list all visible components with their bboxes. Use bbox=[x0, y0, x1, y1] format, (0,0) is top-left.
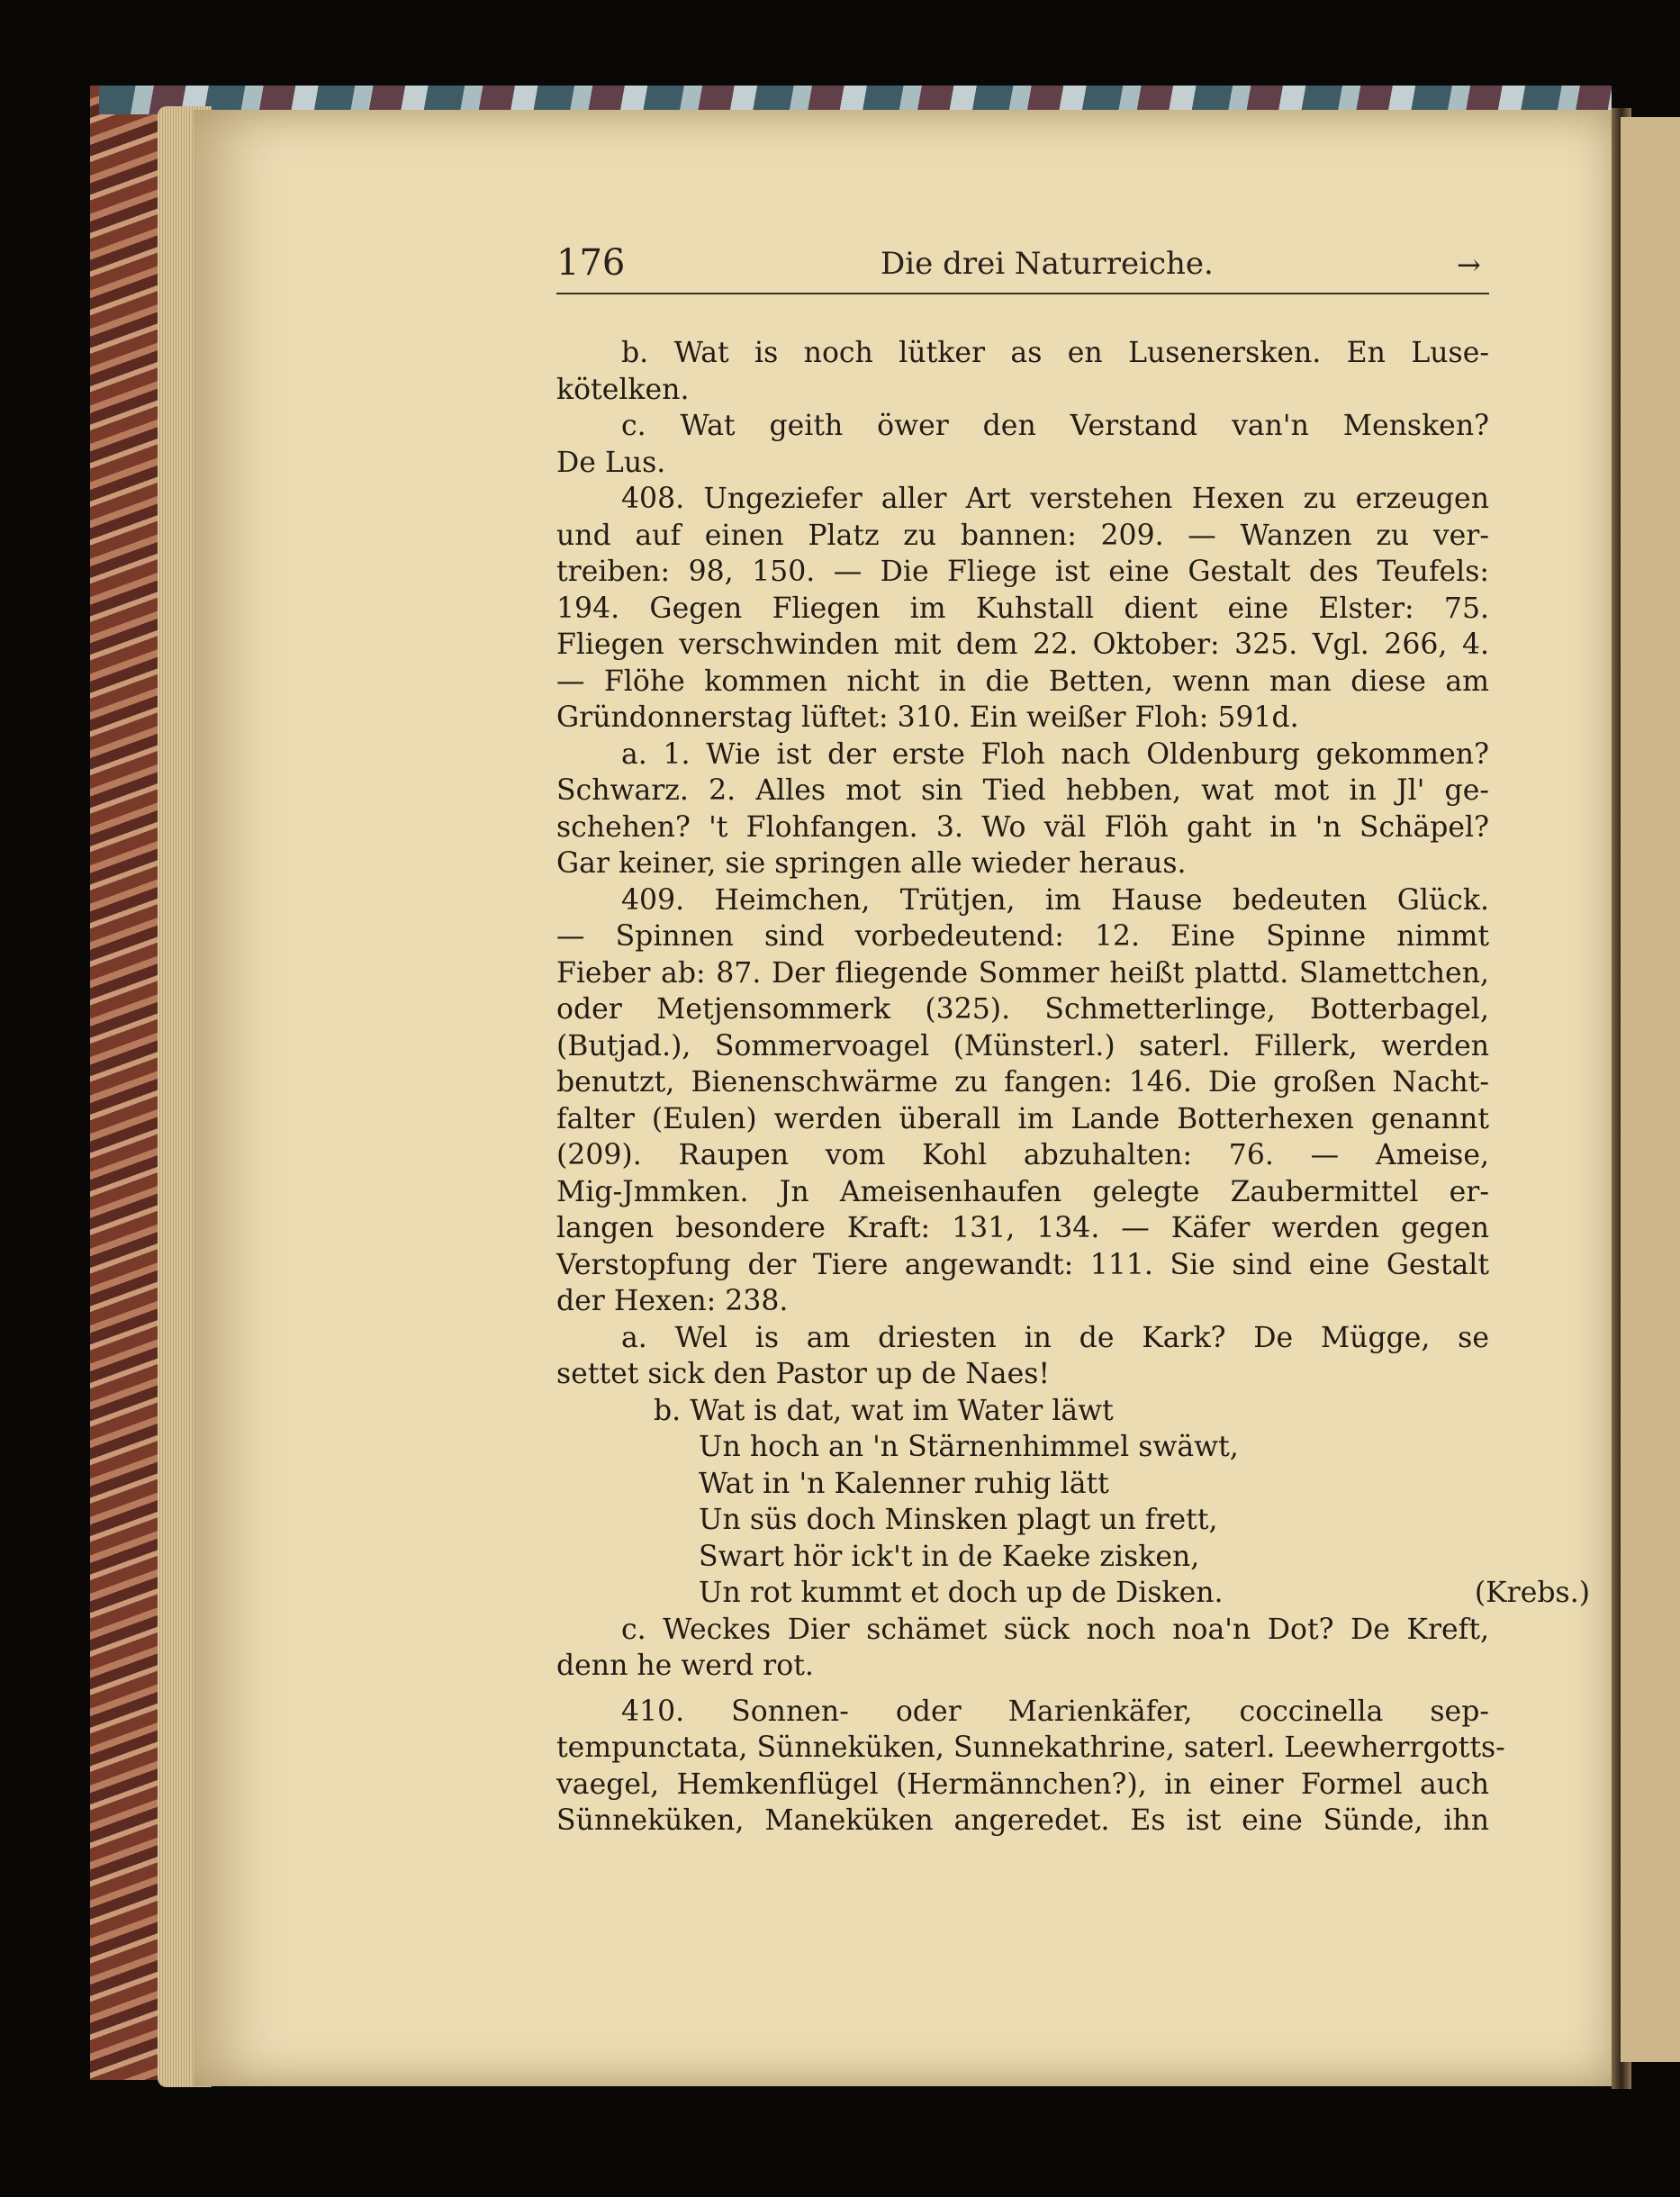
verse-line: Wat in 'n Kalenner ruhig lätt bbox=[699, 1467, 1109, 1500]
text-line: oder Metjensommerk (325). Schmetterlinge, Botterbagel, bbox=[556, 993, 1489, 1026]
text-line: a. Wel is am driesten in de Kark? De Mügge, se bbox=[621, 1321, 1489, 1354]
text-line: Schwarz. 2. Alles mot sin Tied hebben, wat mot in Jl' ge- bbox=[556, 774, 1489, 807]
text-line: 194. Gegen Fliegen im Kuhstall dient eine Elster: 75. bbox=[556, 592, 1489, 625]
verse-line: Un süs doch Minsken plagt un frett, bbox=[699, 1504, 1218, 1536]
text-line: a. 1. Wie ist der erste Floh nach Oldenburg gekommen? bbox=[621, 737, 1489, 771]
verse-line: b. Wat is dat, wat im Water läwt bbox=[654, 1394, 1114, 1427]
text-line: (Butjad.), Sommervoagel (Münsterl.) saterl. Fillerk, werden bbox=[556, 1029, 1489, 1062]
text-line: vaegel, Hemkenflügel (Hermännchen?), in einer Formel auch bbox=[556, 1768, 1489, 1801]
text-line: De Lus. bbox=[556, 446, 666, 479]
text-line: c. Wat geith öwer den Verstand van'n Mensken? bbox=[621, 410, 1489, 442]
text-line: c. Weckes Dier schämet sück noch noa'n Dot? De Kreft, bbox=[621, 1613, 1489, 1646]
body-text bbox=[556, 335, 1590, 1840]
text-line: settet sick den Pastor up de Naes! bbox=[556, 1358, 1051, 1390]
text-line: und auf einen Platz zu bannen: 209. — Wanzen zu ver- bbox=[556, 519, 1489, 552]
text-line: der Hexen: 238. bbox=[556, 1285, 789, 1317]
verse-line-with-answer bbox=[556, 1575, 1590, 1612]
text-line: Gründonnerstag lüftet: 310. Ein weißer Floh: 591d. bbox=[556, 701, 1299, 734]
page-header bbox=[556, 239, 1489, 294]
text-line: 408. Ungeziefer aller Art verstehen Hexen zu erzeugen bbox=[621, 483, 1489, 515]
text-line: falter (Eulen) werden überall im Lande Botterhexen genannt bbox=[556, 1102, 1489, 1135]
text-line: 410. Sonnen- oder Marienkäfer, coccinella sep- bbox=[621, 1695, 1489, 1728]
text-line: tempunctata, Sünneküken, Sunnekathrine, saterl. Leewherrgotts- bbox=[556, 1731, 1505, 1764]
text-line: b. Wat is noch lütker as en Lusenersken. En Luse- bbox=[621, 337, 1489, 369]
verse-line: Un hoch an 'n Stärnenhimmel swäwt, bbox=[699, 1431, 1239, 1463]
text-line: treiben: 98, 150. — Die Fliege ist eine Gestalt des Teufels: bbox=[556, 556, 1489, 588]
text-line: Fliegen verschwinden mit dem 22. Oktober: 325. Vgl. 266, 4. bbox=[556, 628, 1489, 661]
paragraph-gap bbox=[556, 1685, 1489, 1694]
text-line: (209). Raupen vom Kohl abzuhalten: 76. — Ameise, bbox=[556, 1139, 1489, 1171]
text-line: — Flöhe kommen nicht in die Betten, wenn man diese am bbox=[556, 665, 1489, 698]
text-line: schehen? 't Flohfangen. 3. Wo väl Flöh gaht in 'n Schäpel? bbox=[556, 810, 1489, 844]
header-mark: → bbox=[1457, 248, 1481, 282]
page-number: 176 bbox=[556, 242, 626, 284]
verse-line: Swart hör ick't in de Kaeke zisken, bbox=[699, 1540, 1200, 1573]
text-line: Verstopfung der Tiere angewandt: 111. Sie sind eine Gestalt bbox=[556, 1248, 1489, 1281]
running-title: Die drei Naturreiche. bbox=[881, 246, 1214, 282]
facing-page-edge bbox=[1621, 117, 1680, 2062]
text-line: 409. Heimchen, Trütjen, im Hause bedeuten Glück. bbox=[621, 883, 1489, 917]
text-line: Gar keiner, sie springen alle wieder heraus. bbox=[556, 847, 1187, 880]
text-line: — Spinnen sind vorbedeutend: 12. Eine Spinne nimmt bbox=[556, 920, 1489, 953]
verse-text: Un rot kummt et doch up de Disken. bbox=[699, 1577, 1224, 1609]
text-line: Mig-Jmmken. Jn Ameisenhaufen gelegte Zaubermittel er- bbox=[556, 1175, 1489, 1208]
text-line: Fieber ab: 87. Der fliegende Sommer heißt plattd. Slamettchen, bbox=[556, 956, 1489, 990]
text-line: denn he werd rot. bbox=[556, 1650, 814, 1682]
riddle-answer: (Krebs.) bbox=[1474, 1577, 1590, 1609]
text-line: langen besondere Kraft: 131, 134. — Käfer werden gegen bbox=[556, 1212, 1489, 1244]
text-line: Sünneküken, Maneküken angeredet. Es ist eine Sünde, ihn bbox=[556, 1804, 1489, 1837]
text-line: kötelken. bbox=[556, 373, 690, 406]
text-line: benutzt, Bienenschwärme zu fangen: 146. Die großen Nacht- bbox=[556, 1066, 1489, 1098]
